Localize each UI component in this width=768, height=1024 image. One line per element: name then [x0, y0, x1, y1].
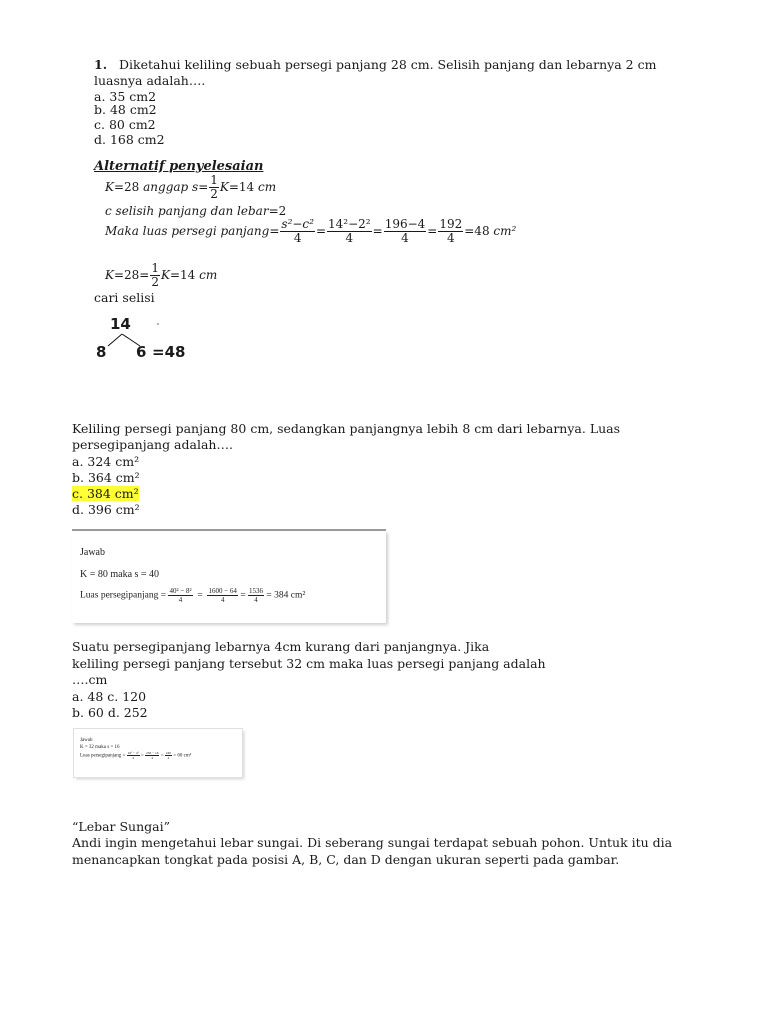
- q1-option-d: d. 168 cm2: [94, 132, 165, 147]
- frac2-num: 14²−2²: [328, 217, 371, 231]
- eq-sign: =: [198, 180, 209, 194]
- frac3-den: 4: [254, 596, 258, 604]
- answer-frac-1: [168, 587, 192, 604]
- eq-14: =14: [228, 180, 255, 194]
- answer-label: Jawab: [80, 738, 93, 743]
- fraction-4: [438, 218, 463, 245]
- fraction-half-2: [150, 262, 160, 289]
- q3-options-1: a. 48 c. 120: [72, 689, 147, 704]
- q3-line2: keliling persegi panjang tersebut 32 cm maka luas persegi panjang adalah: [72, 656, 546, 671]
- luas-label: Luas persegipanjang =: [80, 590, 167, 601]
- frac2-den: 4: [220, 596, 225, 604]
- q1-line2: luasnya adalah….: [94, 73, 206, 88]
- frac2-num: 1600 − 64: [208, 587, 237, 595]
- selisih-tree: [90, 316, 200, 366]
- var-k2: K: [161, 268, 170, 282]
- answer-label: Jawab: [80, 547, 105, 558]
- eq-sign: =: [269, 224, 280, 238]
- q2-answer-image: [72, 531, 386, 623]
- frac3-num: 196−4: [384, 217, 426, 231]
- maka-text: Maka luas persegi panjang: [105, 224, 270, 238]
- river-line1: Andi ingin mengetahui lebar sungai. Di seberang sungai terdapat sebuah pohon. Untuk itu dia: [72, 835, 673, 850]
- frac3-den: 4: [401, 231, 409, 245]
- answer-frac-2: [207, 587, 237, 604]
- frac4-den: 4: [446, 231, 455, 245]
- fraction-2: [327, 218, 372, 245]
- unit-cm: cm: [199, 268, 218, 282]
- frac2-den: 4: [151, 756, 154, 760]
- eq-sign: =: [427, 224, 438, 238]
- tree-left-value: 8: [96, 343, 107, 361]
- frac-den: 2: [151, 275, 159, 289]
- answer-frac-3: [248, 587, 264, 604]
- q3-line3: ….cm: [72, 672, 108, 687]
- q3-answer-image: [74, 729, 242, 777]
- result-48: =48: [464, 224, 490, 238]
- q3-line1: Suatu persegipanjang lebarnya 4cm kurang dari panjangnya. Jika: [72, 639, 490, 654]
- q2-option-a: a. 324 cm²: [72, 454, 140, 469]
- solution-line-1: [105, 174, 276, 201]
- answer-frac-2: [145, 751, 159, 760]
- frac1-num: s²−c²: [281, 217, 314, 231]
- frac2-num: 256 − 16: [145, 751, 159, 755]
- eq-sign: =: [372, 224, 383, 238]
- tree-top-value: 14: [110, 315, 131, 333]
- answer-given: K = 32 maka s = 16: [80, 745, 120, 750]
- tree-right-value: 6: [136, 343, 147, 361]
- q1-line1: [94, 57, 656, 73]
- var-k: K: [105, 180, 114, 194]
- var-k: K: [105, 268, 114, 282]
- fraction-1: [280, 218, 315, 245]
- anggap-text: anggap s: [143, 180, 199, 194]
- frac1-den: 4: [293, 231, 302, 245]
- river-line2: menancapkan tongkat pada posisi A, B, C, dan D dengan ukuran seperti pada gambar.: [72, 852, 620, 867]
- solution-line-2: [105, 203, 286, 219]
- answer-result: = 384 cm²: [266, 590, 306, 601]
- q1-option-a: a. 35 cm2: [94, 89, 157, 104]
- answer-given: K = 80 maka s = 40: [80, 569, 160, 580]
- frac1-den: 4: [178, 596, 183, 604]
- q2-line2: persegipanjang adalah….: [72, 437, 233, 452]
- eq-14: =14: [169, 268, 196, 282]
- frac-num: 1: [210, 173, 218, 187]
- eq-28: =28: [113, 180, 140, 194]
- answer-result: = 60 cm²: [173, 753, 192, 759]
- correct-answer-highlight: c. 384 cm²: [72, 486, 139, 501]
- frac-num: 1: [151, 261, 159, 275]
- frac1-num: 16² − 4²: [127, 751, 139, 755]
- q1-option-c: c. 80 cm2: [94, 117, 156, 132]
- fraction-half: [209, 174, 219, 201]
- cari-selisi: cari selisi: [94, 290, 155, 305]
- river-title: “Lebar Sungai”: [72, 819, 170, 834]
- selisih-value: =2: [268, 204, 287, 218]
- frac3-den: 4: [167, 756, 170, 760]
- q1-number: 1.: [94, 57, 108, 72]
- frac3-num: 1536: [249, 587, 264, 595]
- solution-line-3: [105, 218, 516, 245]
- solution-heading: Alternatif penyelesaian: [94, 159, 264, 174]
- q1-option-b: b. 48 cm2: [94, 102, 157, 117]
- answer-luas: Luas persegipanjang = $\frac{\text{16² − 4²}}{4}$ = $\frac{256 - 16}{4}$ = $\frac{240}{4}$ = 60 cm²: [80, 751, 192, 760]
- luas-label: Luas persegipanjang =: [80, 753, 126, 759]
- eq-sign: =: [315, 224, 327, 238]
- selisih-text: c selisih panjang dan lebar: [105, 204, 269, 218]
- unit-cm2: cm²: [493, 224, 517, 238]
- frac-den: 2: [210, 187, 218, 201]
- frac2-den: 4: [345, 231, 354, 245]
- var-k2: K: [219, 180, 229, 194]
- q2-option-c: [72, 486, 139, 502]
- frac1-den: 4: [132, 756, 134, 760]
- tree-result: =48: [152, 343, 186, 361]
- frac3-num: 240: [165, 751, 172, 755]
- frac4-num: 192: [439, 217, 463, 231]
- q1-text-1: Diketahui keliling sebuah persegi panjang 28 cm. Selisih panjang dan lebarnya 2 cm: [118, 57, 657, 72]
- answer-frac-1: [127, 751, 140, 760]
- frac1-num: 40² − 8²: [169, 587, 192, 595]
- eq-28-half: =28=: [113, 268, 150, 282]
- answer-luas: Luas persegipanjang = $\frac{\text{40² − 8²}}{4}$ = $\frac{1600 - 64}{4}$ = $\frac{1536}{4}$ = 384 cm²: [80, 587, 306, 604]
- q2-option-b: b. 364 cm²: [72, 470, 140, 485]
- solution-line-4: [105, 262, 217, 289]
- q2-line1: Keliling persegi panjang 80 cm, sedangkan panjangnya lebih 8 cm dari lebarnya. Luas: [72, 421, 621, 436]
- answer-frac-3: [165, 751, 172, 760]
- fraction-3: [384, 218, 427, 245]
- unit-cm: cm: [258, 180, 277, 194]
- q2-option-d: d. 396 cm²: [72, 502, 140, 517]
- q3-options-2: b. 60 d. 252: [72, 705, 148, 720]
